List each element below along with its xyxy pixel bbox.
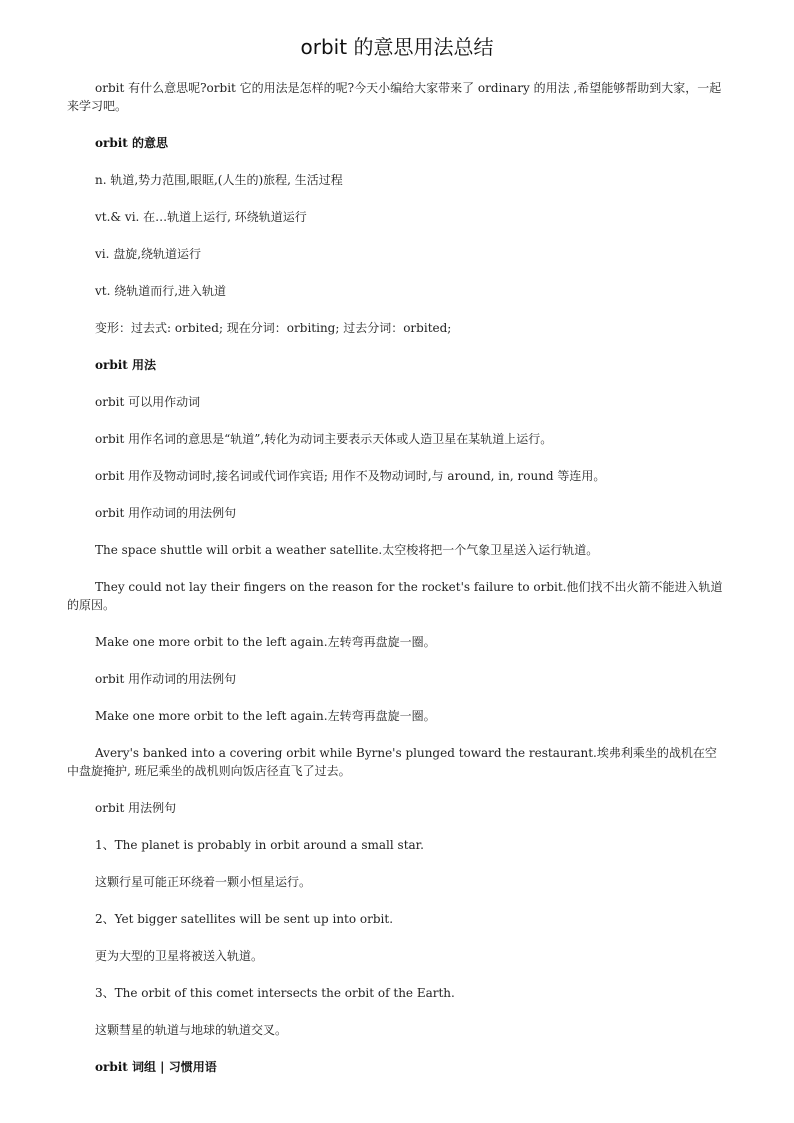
paragraph: Avery's banked into a covering orbit while Byrne's plunged toward the restaurant.埃弗利乘坐的战机在空中盘旋掩护, 班尼乘坐的战机则向饭店径直飞了过去。 xyxy=(67,746,717,778)
page-title: orbit 的意思用法总结 xyxy=(300,35,494,59)
section-heading: orbit 的意思 xyxy=(95,136,168,150)
paragraph: 2、Yet bigger satellites will be sent up into orbit. xyxy=(95,912,394,926)
paragraph: orbit 用作及物动词时,接名词或代词作宾语; 用作不及物动词时,与 around, in, round 等连用。 xyxy=(95,469,606,483)
paragraph: orbit 可以用作动词 xyxy=(95,395,201,409)
paragraph: vi. 盘旋,绕轨道运行 xyxy=(95,247,202,261)
paragraph: They could not lay their fingers on the reason for the rocket's failure to orbit.他们找不出火箭不能进入轨道的原因。 xyxy=(67,580,723,612)
paragraph: 变形：过去式: orbited; 现在分词：orbiting; 过去分词：orbited; xyxy=(95,321,452,335)
section-heading: orbit 用法 xyxy=(95,358,156,372)
paragraph: orbit 用作名词的意思是“轨道”,转化为动词主要表示天体或人造卫星在某轨道上运行。 xyxy=(95,432,553,446)
paragraph: orbit 用作动词的用法例句 xyxy=(95,672,237,686)
paragraph: orbit 有什么意思呢?orbit 它的用法是怎样的呢?今天小编给大家带来了 ordinary 的用法 ,希望能够帮助到大家，一起来学习吧。 xyxy=(67,81,722,113)
paragraph: vt. 绕轨道而行,进入轨道 xyxy=(95,284,227,298)
paragraph: Make one more orbit to the left again.左转弯再盘旋一圈。 xyxy=(95,709,436,723)
paragraph: n. 轨道,势力范围,眼眶,(人生的)旅程, 生活过程 xyxy=(95,173,343,187)
paragraph: 3、The orbit of this comet intersects the orbit of the Earth. xyxy=(95,986,455,1000)
paragraph: 这颗行星可能正环绕着一颗小恒星运行。 xyxy=(95,875,312,889)
paragraph: 1、The planet is probably in orbit around a small star. xyxy=(95,838,424,852)
paragraph: Make one more orbit to the left again.左转弯再盘旋一圈。 xyxy=(95,635,436,649)
paragraph: 这颗彗星的轨道与地球的轨道交叉。 xyxy=(95,1023,288,1037)
paragraph: 更为大型的卫星将被送入轨道。 xyxy=(95,949,264,963)
paragraph: The space shuttle will orbit a weather satellite.太空梭将把一个气象卫星送入运行轨道。 xyxy=(95,543,599,557)
section-heading: orbit 词组 | 习惯用语 xyxy=(95,1060,217,1074)
paragraph: orbit 用法例句 xyxy=(95,801,177,815)
paragraph: vt.& vi. 在…轨道上运行, 环绕轨道运行 xyxy=(95,210,307,224)
document-body xyxy=(67,79,727,1095)
paragraph: orbit 用作动词的用法例句 xyxy=(95,506,237,520)
